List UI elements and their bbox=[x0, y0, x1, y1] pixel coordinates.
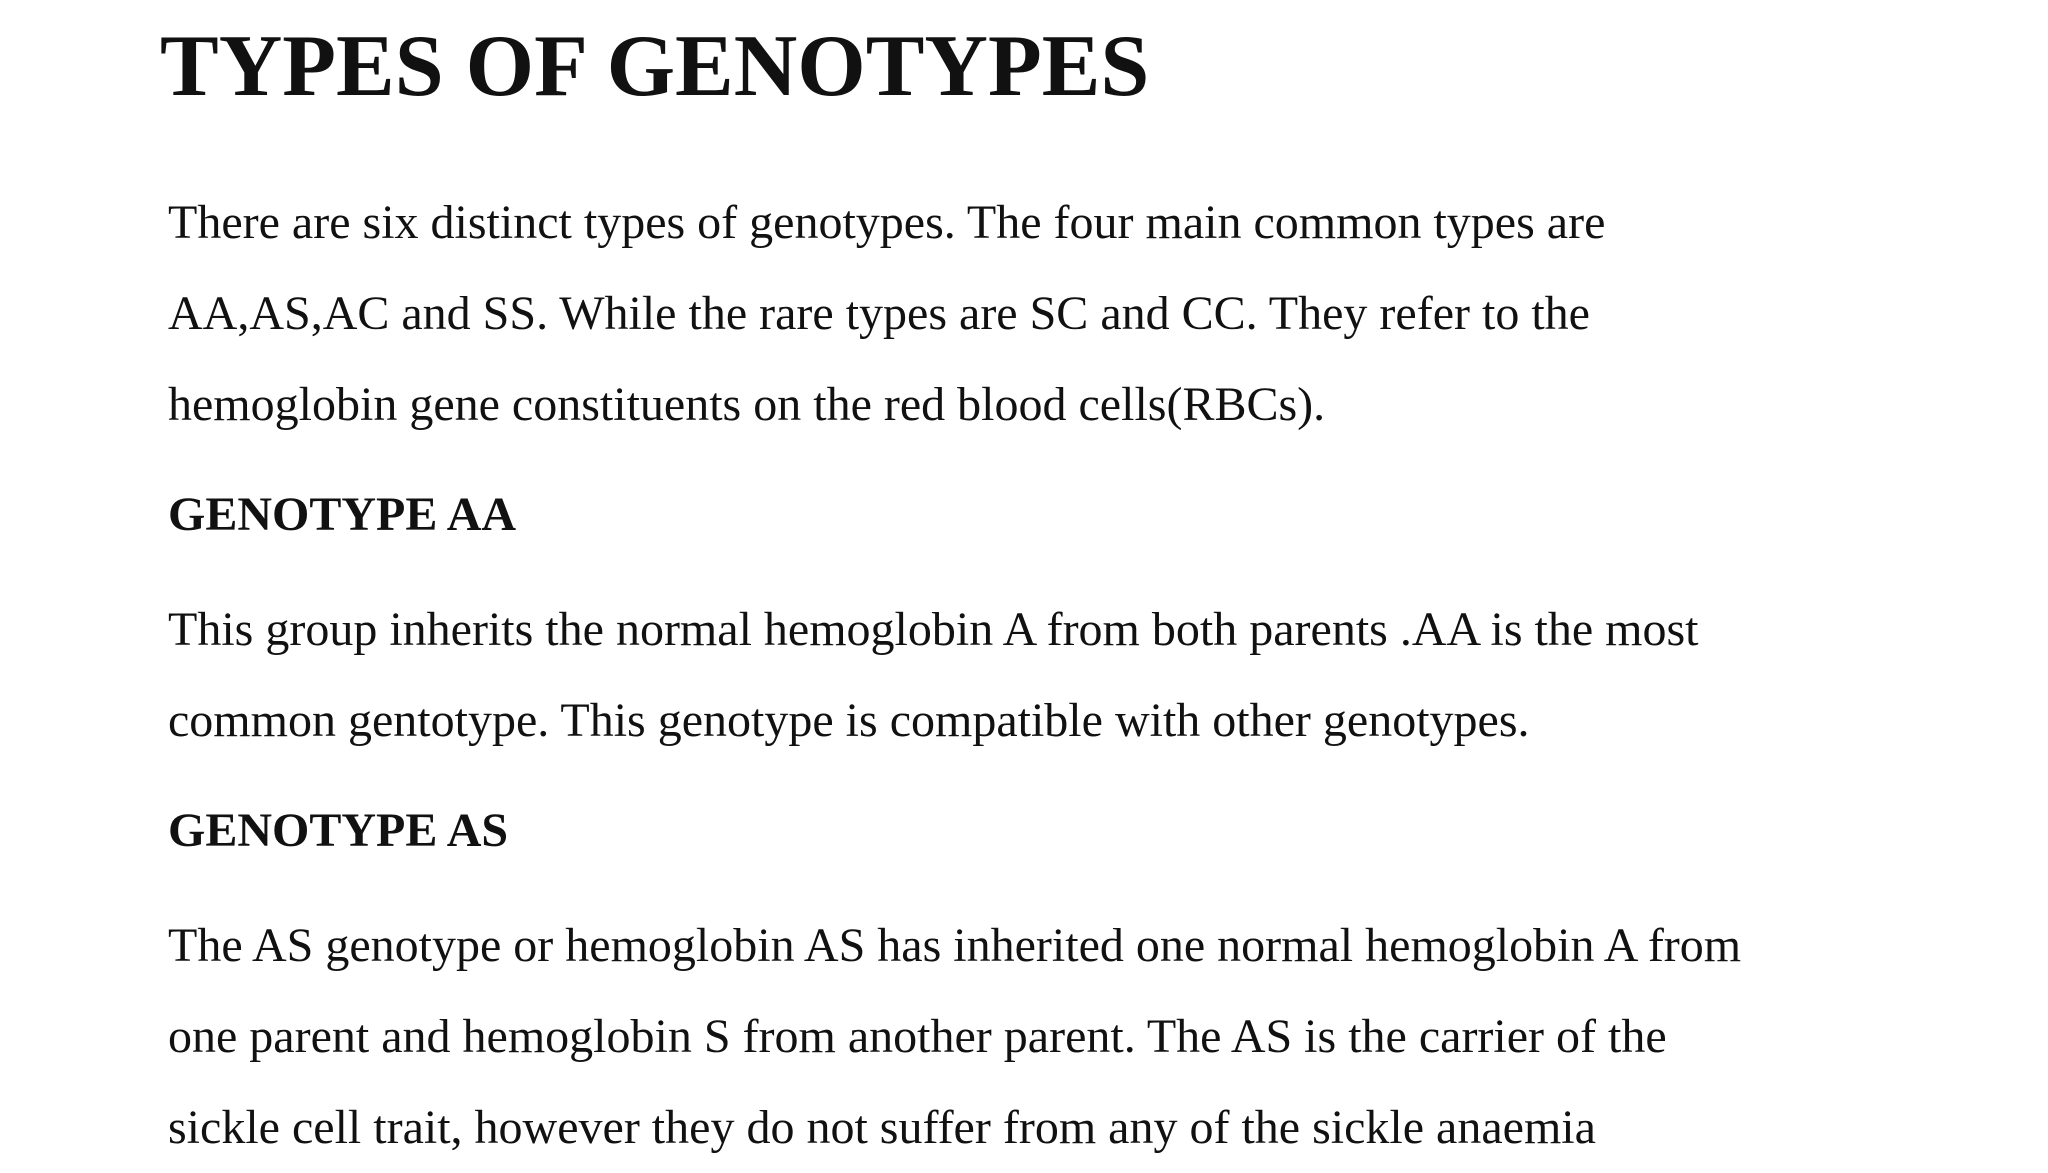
genotype-as-paragraph bbox=[168, 900, 1741, 1173]
page-title: TYPES OF GENOTYPES bbox=[160, 18, 1150, 115]
paragraph-line: sickle cell trait, however they do not suffer from any of the sickle anaemia bbox=[168, 1101, 1596, 1154]
paragraph-line: one parent and hemoglobin S from another parent. The AS is the carrier of the bbox=[168, 1010, 1667, 1063]
intro-paragraph bbox=[168, 177, 1605, 450]
paragraph-line: common gentotype. This genotype is compatible with other genotypes. bbox=[168, 694, 1530, 747]
genotype-aa-paragraph bbox=[168, 584, 1699, 766]
paragraph-line: AA,AS,AC and SS. While the rare types are SC and CC. They refer to the bbox=[168, 287, 1590, 340]
paragraph-line: The AS genotype or hemoglobin AS has inherited one normal hemoglobin A from bbox=[168, 919, 1742, 972]
section-heading-genotype-as: GENOTYPE AS bbox=[168, 804, 509, 857]
paragraph-line: hemoglobin gene constituents on the red blood cells(RBCs). bbox=[168, 378, 1326, 431]
paragraph-line: This group inherits the normal hemoglobin A from both parents .AA is the most bbox=[168, 603, 1699, 656]
paragraph-line: There are six distinct types of genotypes. The four main common types are bbox=[168, 196, 1606, 249]
section-heading-genotype-aa: GENOTYPE AA bbox=[168, 488, 517, 541]
